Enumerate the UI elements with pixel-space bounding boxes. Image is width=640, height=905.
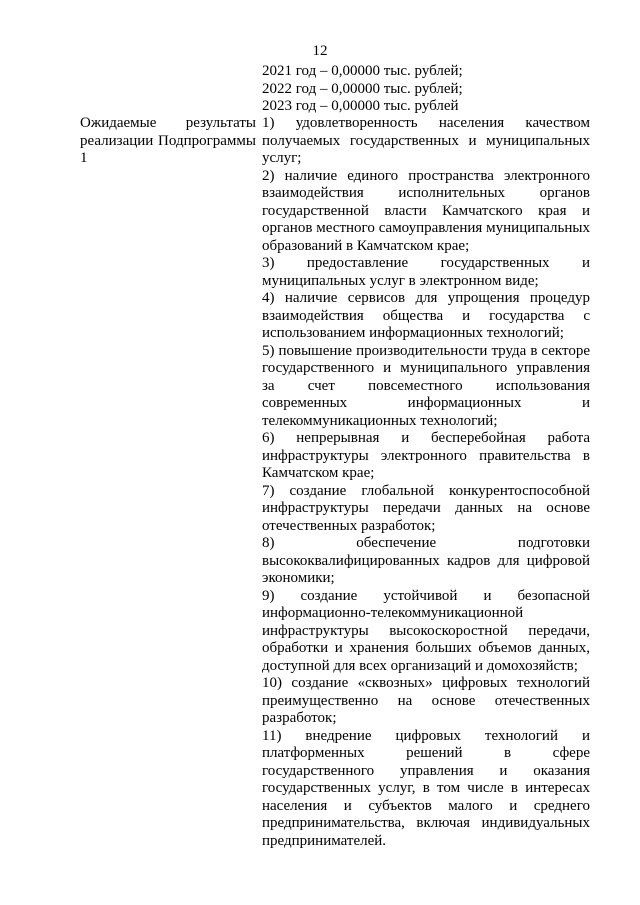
result-item: 10) создание «сквозных» цифровых технологий преимущественно на основе отечественных разработок; [262,675,590,726]
result-item: 1) удовлетворенность населения качеством получаемых государственных и муниципальных услуг; [262,115,590,166]
result-item: 4) наличие сервисов для упрощения процедур взаимодействия общества и государства с использованием информационных технологий; [262,290,590,341]
result-item: 6) непрерывная и бесперебойная работа инфраструктуры электронного правительства в Камчатском крае; [262,430,590,481]
funding-block [262,63,590,116]
expected-results-label: Ожидаемые результаты реализации Подпрограммы 1 [80,115,256,166]
result-item: 11) внедрение цифровых технологий и платформенных решений в сфере государственного управления и оказания государственных услуг, в том числе в интересах населения и субъектов малого и среднего предпринимательства, включая индивидуальных предпринимателей. [262,727,590,849]
result-item: 5) повышение производительности труда в секторе государственного и муниципального управления за счет повсеместного использования современных информационных и телекоммуникационных технологий; [262,342,590,429]
funding-line-2021: 2021 год – 0,00000 тыс. рублей; [262,63,463,79]
result-item: 3) предоставление государственных и муниципальных услуг в электронном виде; [262,255,590,289]
funding-line-2022: 2022 год – 0,00000 тыс. рублей; [262,80,463,97]
result-item: 8) обеспечение подготовки высококвалифицированных кадров для цифровой экономики; [262,535,590,586]
result-item: 2) наличие единого пространства электронного взаимодействия исполнительных органов государственной власти Камчатского края и органов местного самоуправления муниципальных образований в Камчатском крае; [262,167,590,254]
expected-results-list [262,115,590,850]
funding-line-2023: 2023 год – 0,00000 тыс. рублей [262,98,459,114]
result-item: 7) создание глобальной конкурентоспособной инфраструктуры передачи данных на основе отечественных разработок; [262,482,590,534]
result-item: 9) создание устойчивой и безопасной информационно-телекоммуникационной инфраструктуры высокоскоростной передачи, обработки и хранения больших объемов данных, доступной для всех организаций и домохозяйств; [262,587,590,674]
page-number: 12 [312,43,328,59]
